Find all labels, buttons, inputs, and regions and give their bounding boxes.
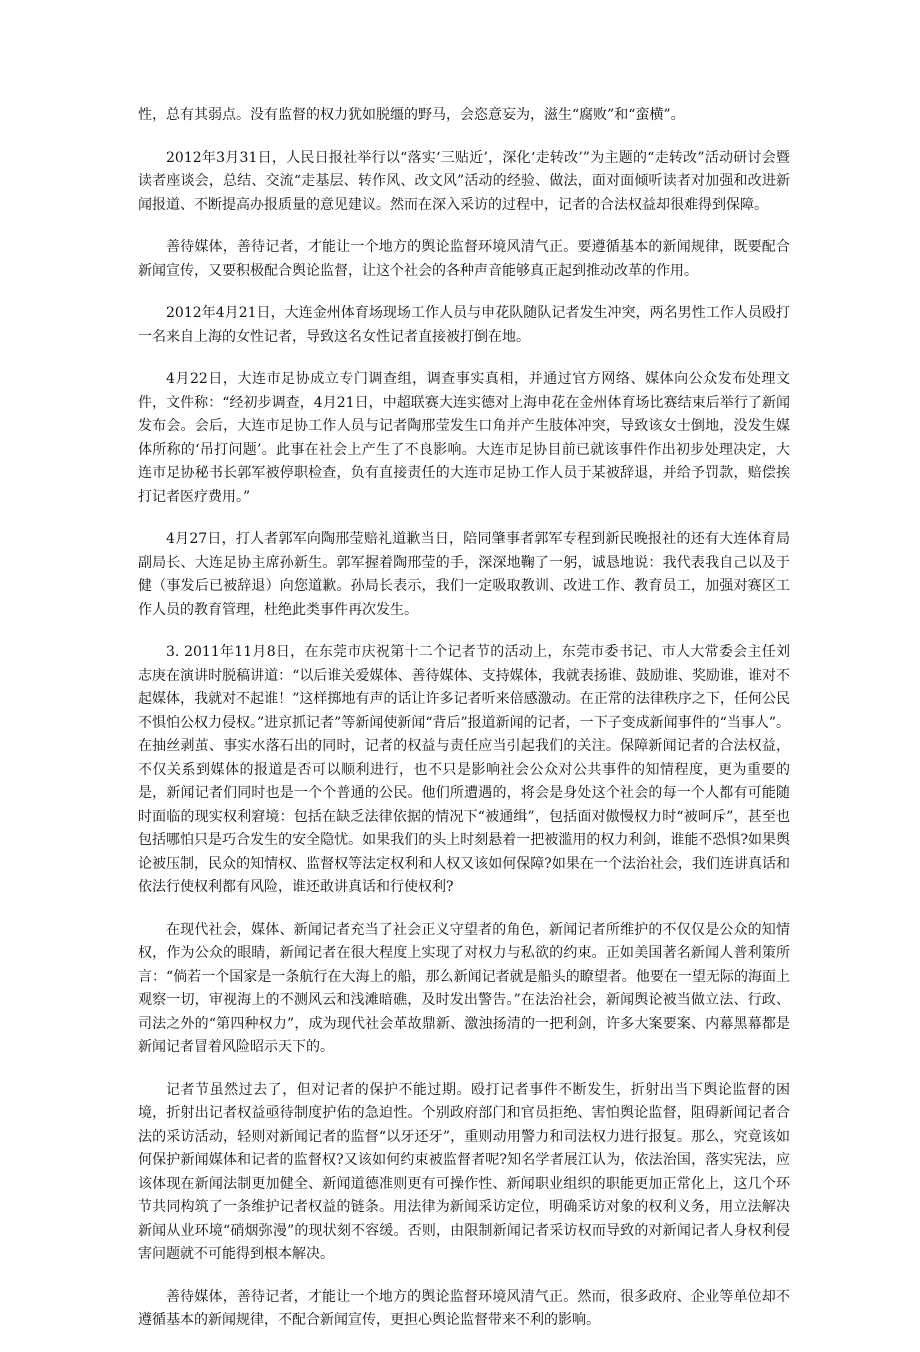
paragraph: 在现代社会，媒体、新闻记者充当了社会正义守望者的角色，新闻记者所维护的不仅仅是公众的知情权，作为公众的眼睛，新闻记者在很大程度上实现了对权力与私欲的约束。正如美国著名新闻人普利策所言：“倘若一个国家是一条航行在大海上的船，那么新闻记者就是船头的瞭望者。他要在一望无际的海面上观察一切，审视海上的不测风云和浅滩暗礁，及时发出警告。”在法治社会，新闻舆论被当做立法、行政、司法之外的“第四种权力”，成为现代社会革故鼎新、激浊扬清的一把利剑，许多大案要案、内幕黑幕都是新闻记者冒着风险昭示天下的。 — [138, 921, 790, 1055]
document-body — [138, 104, 790, 1352]
paragraph: 善待媒体，善待记者，才能让一个地方的舆论监督环境风清气正。然而，很多政府、企业等单位却不遵循基本的新闻规律，不配合新闻宣传，更担心舆论监督带来不利的影响。 — [138, 1288, 790, 1328]
paragraph: 记者节虽然过去了，但对记者的保护不能过期。殴打记者事件不断发生，折射出当下舆论监督的困境，折射出记者权益亟待制度护佑的急迫性。个别政府部门和官员拒绝、害怕舆论监督，阻碍新闻记者合法的采访活动，轻则对新闻记者的监督“以牙还牙”，重则动用警力和司法权力进行报复。那么，究竟该如何保护新闻媒体和记者的监督权?又该如何约束被监督者呢?知名学者展江认为，依法治国，落实宪法，应该体现在新闻法制更加健全、新闻道德准则更有可操作性、新闻职业组织的职能更加正常化上，这几个环节共同构筑了一条维护记者权益的链条。用法律为新闻采访定位，明确采访对象的权利义务，用立法解决新闻从业环境“硝烟弥漫”的现状刻不容缓。否则，由限制新闻记者采访权而导致的对新闻记者人身权利侵害问题就不可能得到根本解决。 — [138, 1081, 790, 1262]
paragraph-continuation: 性，总有其弱点。没有监督的权力犹如脱缰的野马，会恣意妄为，滋生“腐败”和“蛮横”。 — [138, 107, 685, 123]
paragraph: 4月22日，大连市足协成立专门调查组，调查事实真相，并通过官方网络、媒体向公众发布处理文件，文件称：“经初步调查，4月21日，中超联赛大连实德对上海申花在金州体育场比赛结束后举行了新闻发布会。会后，大连市足协工作人员与记者陶邢莹发生口角并产生肢体冲突，导致该女士倒地，没发生媒体所称的‘吊打问题’。此事在社会上产生了不良影响。大连市足协目前已就该事件作出初步处理决定，大连市足协秘书长郭军被停职检查，负有直接责任的大连市足协工作人员于某被辞退，并给予罚款，赔偿挨打记者医疗费用。” — [138, 371, 790, 505]
paragraph: 4月27日，打人者郭军向陶邢莹赔礼道歉当日，陪同肇事者郭军专程到新民晚报社的还有大连体育局副局长、大连足协主席孙新生。郭军握着陶邢莹的手，深深地鞠了一躬，诚恳地说：我代表我自己以及于健（事发后已被辞退）向您道歉。孙局长表示，我们一定吸取教训、改进工作、教育员工，加强对赛区工作人员的教育管理，杜绝此类事件再次发生。 — [138, 531, 790, 618]
paragraph: 3. 2011年11月8日，在东莞市庆祝第十二个记者节的活动上，东莞市委书记、市人大常委会主任刘志庚在演讲时脱稿讲道：“以后谁关爱媒体、善待媒体、支持媒体，我就表扬谁、鼓励谁、奖励谁，谁对不起媒体，我就对不起谁！”这样掷地有声的话让许多记者听来倍感激动。在正常的法律秩序之下，任何公民不惧怕公权力侵权。”进京抓记者”等新闻使新闻“背后”报道新闻的记者，一下子变成新闻事件的“当事人”。在抽丝剥茧、事实水落石出的同时，记者的权益与责任应当引起我们的关注。保障新闻记者的合法权益，不仅关系到媒体的报道是否可以顺利进行，也不只是影响社会公众对公共事件的知情程度，更为重要的是，新闻记者们同时也是一个个普通的公民。他们所遭遇的，将会是身处这个社会的每一个人都有可能随时面临的现实权利窘境：包括在缺乏法律依据的情况下“被通缉”，包括面对傲慢权力时“被呵斥”，甚至也包括哪怕只是巧合发生的安全隐忧。如果我们的头上时刻悬着一把被滥用的权力利剑，谁能不恐惧?如果舆论被压制，民众的知情权、监督权等法定权利和人权又该如何保障?如果在一个法治社会，我们连讲真话和依法行使权利都有风险，谁还敢讲真话和行使权利? — [138, 644, 790, 895]
paragraph: 2012年4月21日，大连金州体育场现场工作人员与申花队随队记者发生冲突，两名男性工作人员殴打一名来自上海的女性记者，导致这名女性记者直接被打倒在地。 — [138, 305, 790, 345]
paragraph: 善待媒体，善待记者，才能让一个地方的舆论监督环境风清气正。要遵循基本的新闻规律，既要配合新闻宣传，又要积极配合舆论监督，让这个社会的各种声音能够真正起到推动改革的作用。 — [138, 239, 790, 279]
paragraph: 2012年3月31日，人民日报社举行以“落实‘三贴近’，深化‘走转改’”为主题的“走转改”活动研讨会暨读者座谈会，总结、交流“走基层、转作风、改文风”活动的经验、做法，面对面倾听读者对加强和改进新闻报道、不断提高办报质量的意见建议。然而在深入采访的过程中，记者的合法权益却很难得到保障。 — [138, 149, 790, 213]
